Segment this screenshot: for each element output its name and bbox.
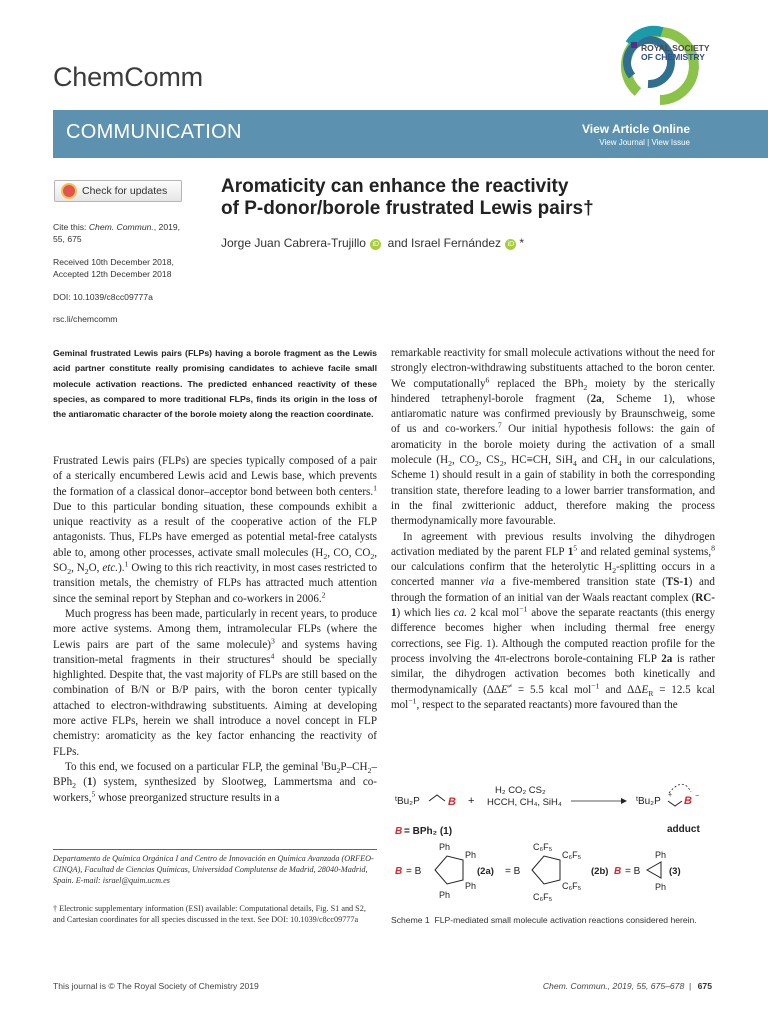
svg-text:C₆F₅: C₆F₅ [562, 850, 582, 860]
check-updates-icon [61, 183, 77, 199]
page-number: 675 [697, 981, 712, 991]
svg-text:= B: = B [406, 866, 422, 877]
footer-copyright: This journal is © The Royal Society of Chemistry 2019 [53, 981, 259, 991]
scheme-adduct-label: adduct [667, 824, 700, 835]
view-article-online-link[interactable]: View Article Online [581, 122, 690, 136]
scheme-b1-label: = BPh₂ (1) [404, 826, 453, 837]
publisher-logo-text [641, 44, 710, 62]
svg-text:Ph: Ph [465, 881, 477, 891]
scheme-3-label: (3) [669, 866, 681, 877]
svg-text:tBu₂P: $^t$Bu₂P [395, 796, 420, 807]
affiliation: Departamento de Química Orgánica I and Centro de Innovación en Química Avanzada (ORFEO-CINQA), Facultad de Ciencias Químicas, Universidad Complutense de Madrid, 28040-Madrid, Spain. E-mail: israel@quim.ucm.es [53, 854, 374, 885]
publisher-line2: OF CHEMISTRY [641, 52, 705, 62]
svg-text:−: − [695, 793, 700, 800]
abstract: Geminal frustrated Lewis pairs (FLPs) having a borole fragment as the Lewis acid partner constitute really promising candidates to achieve facile small molecule activation reactions. The predicted enhanced reactivity of these species, as compared to more traditional FLPs, finds its origin in the loss of the antiaromatic character of the borole moiety along the reaction coordinate. [53, 348, 377, 420]
scheme-2b-label: (2b) [591, 866, 609, 877]
scheme-caption-text: FLP-mediated small molecule activation reactions considered herein. [434, 915, 697, 925]
svg-text:B: B [614, 866, 622, 877]
journal-link[interactable]: rsc.li/chemcomm [53, 314, 118, 324]
body-text-right: remarkable reactivity for small molecule activations without the need for strongly electron-withdrawing substituents attached to the boron center. We computationally$^6$ replaced the BPh$_2$ moiety by the sterically hindered tetraphenyl-borole fragment (2a, Scheme 1), whose antiaromatic nature was confirmed previously by Braunschweig, some of us and co-workers.$^7$ Our initial hypothesis follows: the gain of aromaticity in the borole moiety during the activation of a small molecule ($H_2$, $CO_2$, $CS_2$, HC≡CH, SiH$_4$ and $CH_4$ in our calculations, Scheme 1) should result in a gain of stability in both the corresponding transition state, therefore leading to a lower barrier transformation, and in the final zwitterionic adduct, therefore making the process thermodynamically more favourable. In agreement with previous results involving the dihydrogen activation mediated by the parent FLP $1^5$ and related geminal systems,$^8$ our calculations confirm that the heterolytic $H_2$-splitting occurs in a concerted manner via a five-membered transition state (TS-1) and through the formation of an initial van der Waals reactant complex (RC-1) which lies ca. 2 kcal mol$^{-1}$ above the separate reactants (this energy difference becomes higher when including thermal free energy corrections, see Fig. 1). Although the computed reaction profile for the process involving the 4π-electrons borole-containing FLP 2a is rather similar, the dihydrogen activation becomes both kinetically and thermodynamically (ΔΔE≠ = 5.5 kcal mol$^{-1}$ and $\Delta\Delta E_R = 12.5$ kcal mol$^{-1}$, respect to the separated reactants) more favoured than the [391, 347, 716, 711]
esi-note: † Electronic supplementary information (ESI) available: Computational details, Fig. S1 and S2, and Cartesian coordinates for all species discussed in the text. See DOI: 10.1039/c8cc09777a [53, 904, 366, 924]
svg-text:C₆F₅: C₆F₅ [533, 842, 553, 852]
svg-text:Ph: Ph [465, 850, 477, 860]
journal-name: ChemComm [53, 62, 203, 92]
svg-text:+: + [468, 795, 475, 807]
svg-text:Ph: Ph [439, 842, 451, 852]
svg-text:Ph: Ph [439, 890, 451, 900]
author-name: and Israel Fernández [387, 236, 502, 250]
svg-text:+: + [668, 792, 673, 799]
svg-text:C₆F₅: C₆F₅ [562, 881, 582, 891]
svg-text:B: B [684, 795, 692, 807]
svg-text:Ph: Ph [655, 882, 667, 892]
publisher-line1: ROYAL SOCIETY [641, 43, 710, 53]
orcid-icon[interactable]: iD [505, 239, 516, 250]
footer-citation: Chem. Commun., 2019, 55, 675–678 | 675 [542, 981, 712, 991]
svg-text:B: B [448, 796, 456, 808]
svg-text:C₆F₅: C₆F₅ [533, 892, 553, 902]
scheme-caption-label: Scheme 1 [391, 915, 430, 925]
doi[interactable]: DOI: 10.1039/c8cc09777a [53, 292, 153, 302]
scheme-2a-label: (2a) [477, 866, 494, 877]
svg-text:B: B [395, 866, 403, 877]
check-for-updates-button[interactable] [54, 180, 182, 202]
svg-text:= B: = B [625, 866, 641, 877]
scheme-1-figure [391, 772, 715, 912]
article-title: Aromaticity can enhance the reactivity of P-donor/borole frustrated Lewis pairs† [221, 176, 594, 219]
citation: Cite this: Chem. Commun., 2019, 55, 675 [53, 222, 181, 244]
svg-text:B: B [395, 826, 403, 837]
author-list: Jorge Juan Cabrera-Trujillo iD and Israel Fernández iD * [221, 236, 525, 250]
scheme-reagents-line1: H₂ CO₂ CS₂ [495, 785, 546, 796]
section-title: COMMUNICATION [66, 121, 242, 143]
orcid-icon[interactable]: iD [370, 239, 381, 250]
scheme-caption [391, 915, 715, 927]
rsc-logo-icon [600, 14, 740, 114]
svg-text:Ph: Ph [655, 850, 667, 860]
svg-text:tBu₂P: $^t$Bu₂P [636, 796, 661, 807]
footnote-divider [53, 849, 377, 850]
author-name: Jorge Juan Cabrera-Trujillo [221, 236, 366, 250]
scheme-reagents-line2: HCCH, CH₄, SiH₄ [487, 797, 562, 808]
received-dates: Received 10th December 2018, Accepted 12th December 2018 [53, 257, 174, 279]
body-text-left: Frustrated Lewis pairs (FLPs) are species typically composed of a pair of a sterically encumbered Lewis acid and Lewis base, which prevents the formation of a classical donor–acceptor bond between both centers.$^1$ Due to this particular bonding situation, these compounds exhibit a unique reactivity as a result of the cooperative action of the FLP antagonists. Thus, FLPs have emerged as potential metal-free catalysts able to, among other processes, activate small molecules ($H_2$, CO, $CO_2$, $SO_2$, $N_2O$, etc.).$^1$ Owing to this rich reactivity, in most cases restricted to transition metals, the chemistry of FLPs has attracted much attention since the seminal report by Stephan and co-workers in 2006.$^2$ Much progress has been made, particularly in recent years, to produce more active systems. Among them, intramolecular FLPs (where the Lewis pairs are part of the same molecule)$^3$ and systems having transition-metal fragments in their structures$^4$ should be specially highlighted. Despite that, the vast majority of FLPs are still based on the combination of B/N or B/P pairs, with the boron center typically attached to electron-withdrawing substituents. Aiming at developing more active FLPs, herein we shall introduce a novel concept in FLP chemistry: aromaticity as the key factor enhancing the reactivity of FLPs. To this end, we focused on a particular FLP, the geminal $^tBu_2P-CH_2-BPh_2$ (1) system, synthesized by Slootweg, Lammertsma and co-workers,$^5$ whose preorganized structure results in a [53, 455, 378, 804]
view-journal-issue-links[interactable]: View Journal | View Issue [599, 138, 690, 147]
check-updates-label: Check for updates [82, 185, 168, 197]
svg-text:= B: = B [505, 866, 521, 877]
